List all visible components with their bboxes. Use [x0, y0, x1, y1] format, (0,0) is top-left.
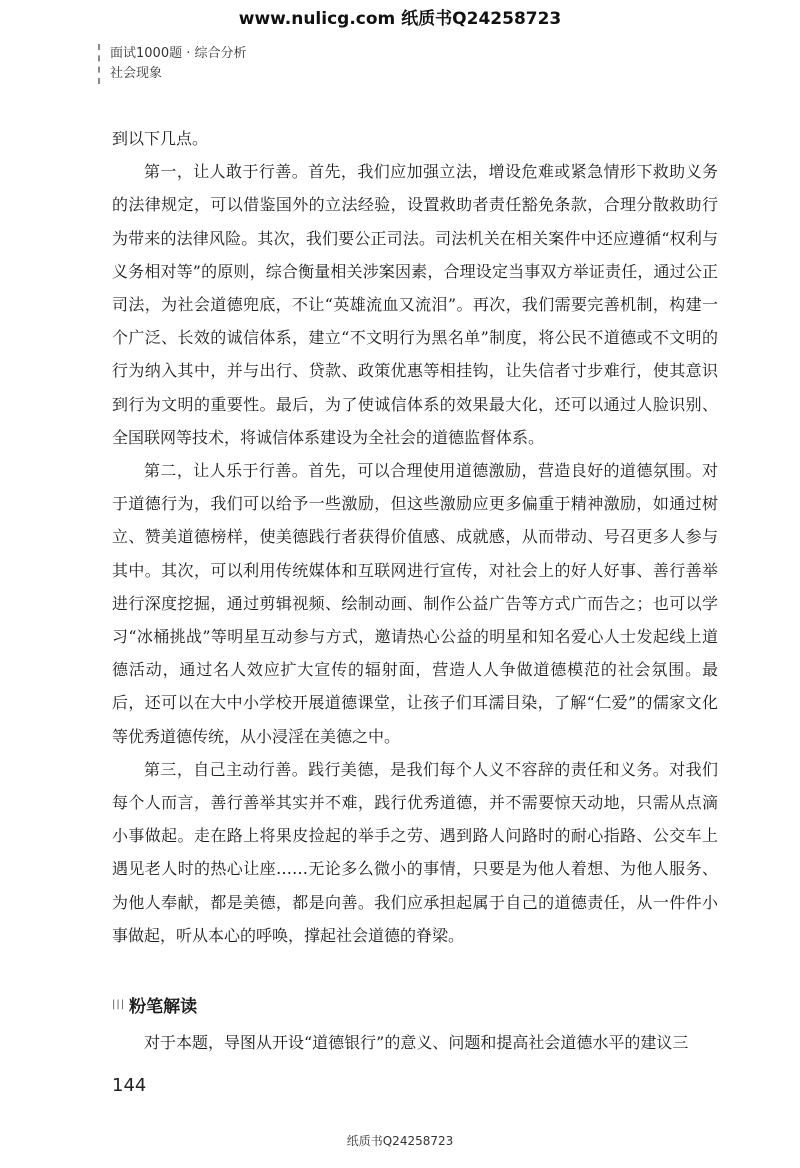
section-heading [112, 992, 197, 1017]
section-title: 粉笔解读 [129, 997, 198, 1017]
watermark-top: www.nulicg.com 纸质书Q24258723 [238, 9, 562, 29]
paragraph-continuation: 到以下几点。 [112, 129, 209, 148]
page-number: 144 [112, 1075, 147, 1096]
paragraph-third-point: 第三，自己主动行善。践行美德，是我们每个人义不容辞的责任和义务。对我们每个人而言，善行善举其实并不难，践行优秀道德，并不需要惊天动地，只需从点滴小事做起。走在路上将果皮捡起的举手之劳、遇到路人问路时的耐心指路、公交车上遇见老人时的热心让座……无论多么微小的事情，只要是为他人着想、为他人服务、为他人奉献，都是美德，都是向善。我们应承担起属于自己的道德责任，从一件件小事做起，听从本心的呼唤，撑起社会道德的脊梁。 [112, 759, 718, 945]
heading-decoration-icon: ||| [112, 999, 126, 1010]
paragraph-first-point: 第一，让人敢于行善。首先，我们应加强立法，增设危难或紧急情形下救助义务的法律规定，可以借鉴国外的立法经验，设置救助者责任豁免条款，合理分散救助行为带来的法律风险。其次，我们要公正司法。司法机关在相关案件中还应遵循“权利与义务相对等”的原则，综合衡量相关涉案因素，合理设定当事双方举证责任，通过公正司法，为社会道德兜底，不让“英雄流血又流泪”。再次，我们需要完善机制，构建一个广泛、长效的诚信体系，建立“不文明行为黑名单”制度，将公民不道德或不文明的行为纳入其中，并与出行、贷款、政策优惠等相挂钩，让失信者寸步难行，使其意识到行为文明的重要性。最后，为了使诚信体系的效果最大化，还可以通过人脸识别、全国联网等技术，将诚信体系建设为全社会的道德监督体系。 [112, 162, 718, 447]
paragraph-second-point: 第二，让人乐于行善。首先，可以合理使用道德激励，营造良好的道德氛围。对于道德行为，我们可以给予一些激励，但这些激励应更多偏重于精神激励，如通过树立、赞美道德榜样，使美德践行者获得价值感、成就感，从而带动、号召更多人参与其中。其次，可以利用传统媒体和互联网进行宣传，对社会上的好人好事、善行善举进行深度挖掘，通过剪辑视频、绘制动画、制作公益广告等方式广而告之；也可以学习“冰桶挑战”等明星互动参与方式，邀请热心公益的明星和知名爱心人士发起线上道德活动，通过名人效应扩大宣传的辐射面，营造人人争做道德模范的社会氛围。最后，还可以在大中小学校开展道德课堂，让孩子们耳濡目染，了解“仁爱”的儒家文化等优秀道德传统，从小浸淫在美德之中。 [112, 461, 718, 746]
running-header [98, 44, 246, 84]
chapter-category: 社会现象 [110, 66, 163, 81]
main-text [112, 122, 718, 952]
watermark-bottom: 纸质书Q24258723 [346, 1134, 454, 1148]
book-title: 面试1000题 · 综合分析 [110, 46, 247, 61]
reading-paragraph: 对于本题，导图从开设“道德银行”的意义、问题和提高社会道德水平的建议三 [144, 1033, 689, 1052]
